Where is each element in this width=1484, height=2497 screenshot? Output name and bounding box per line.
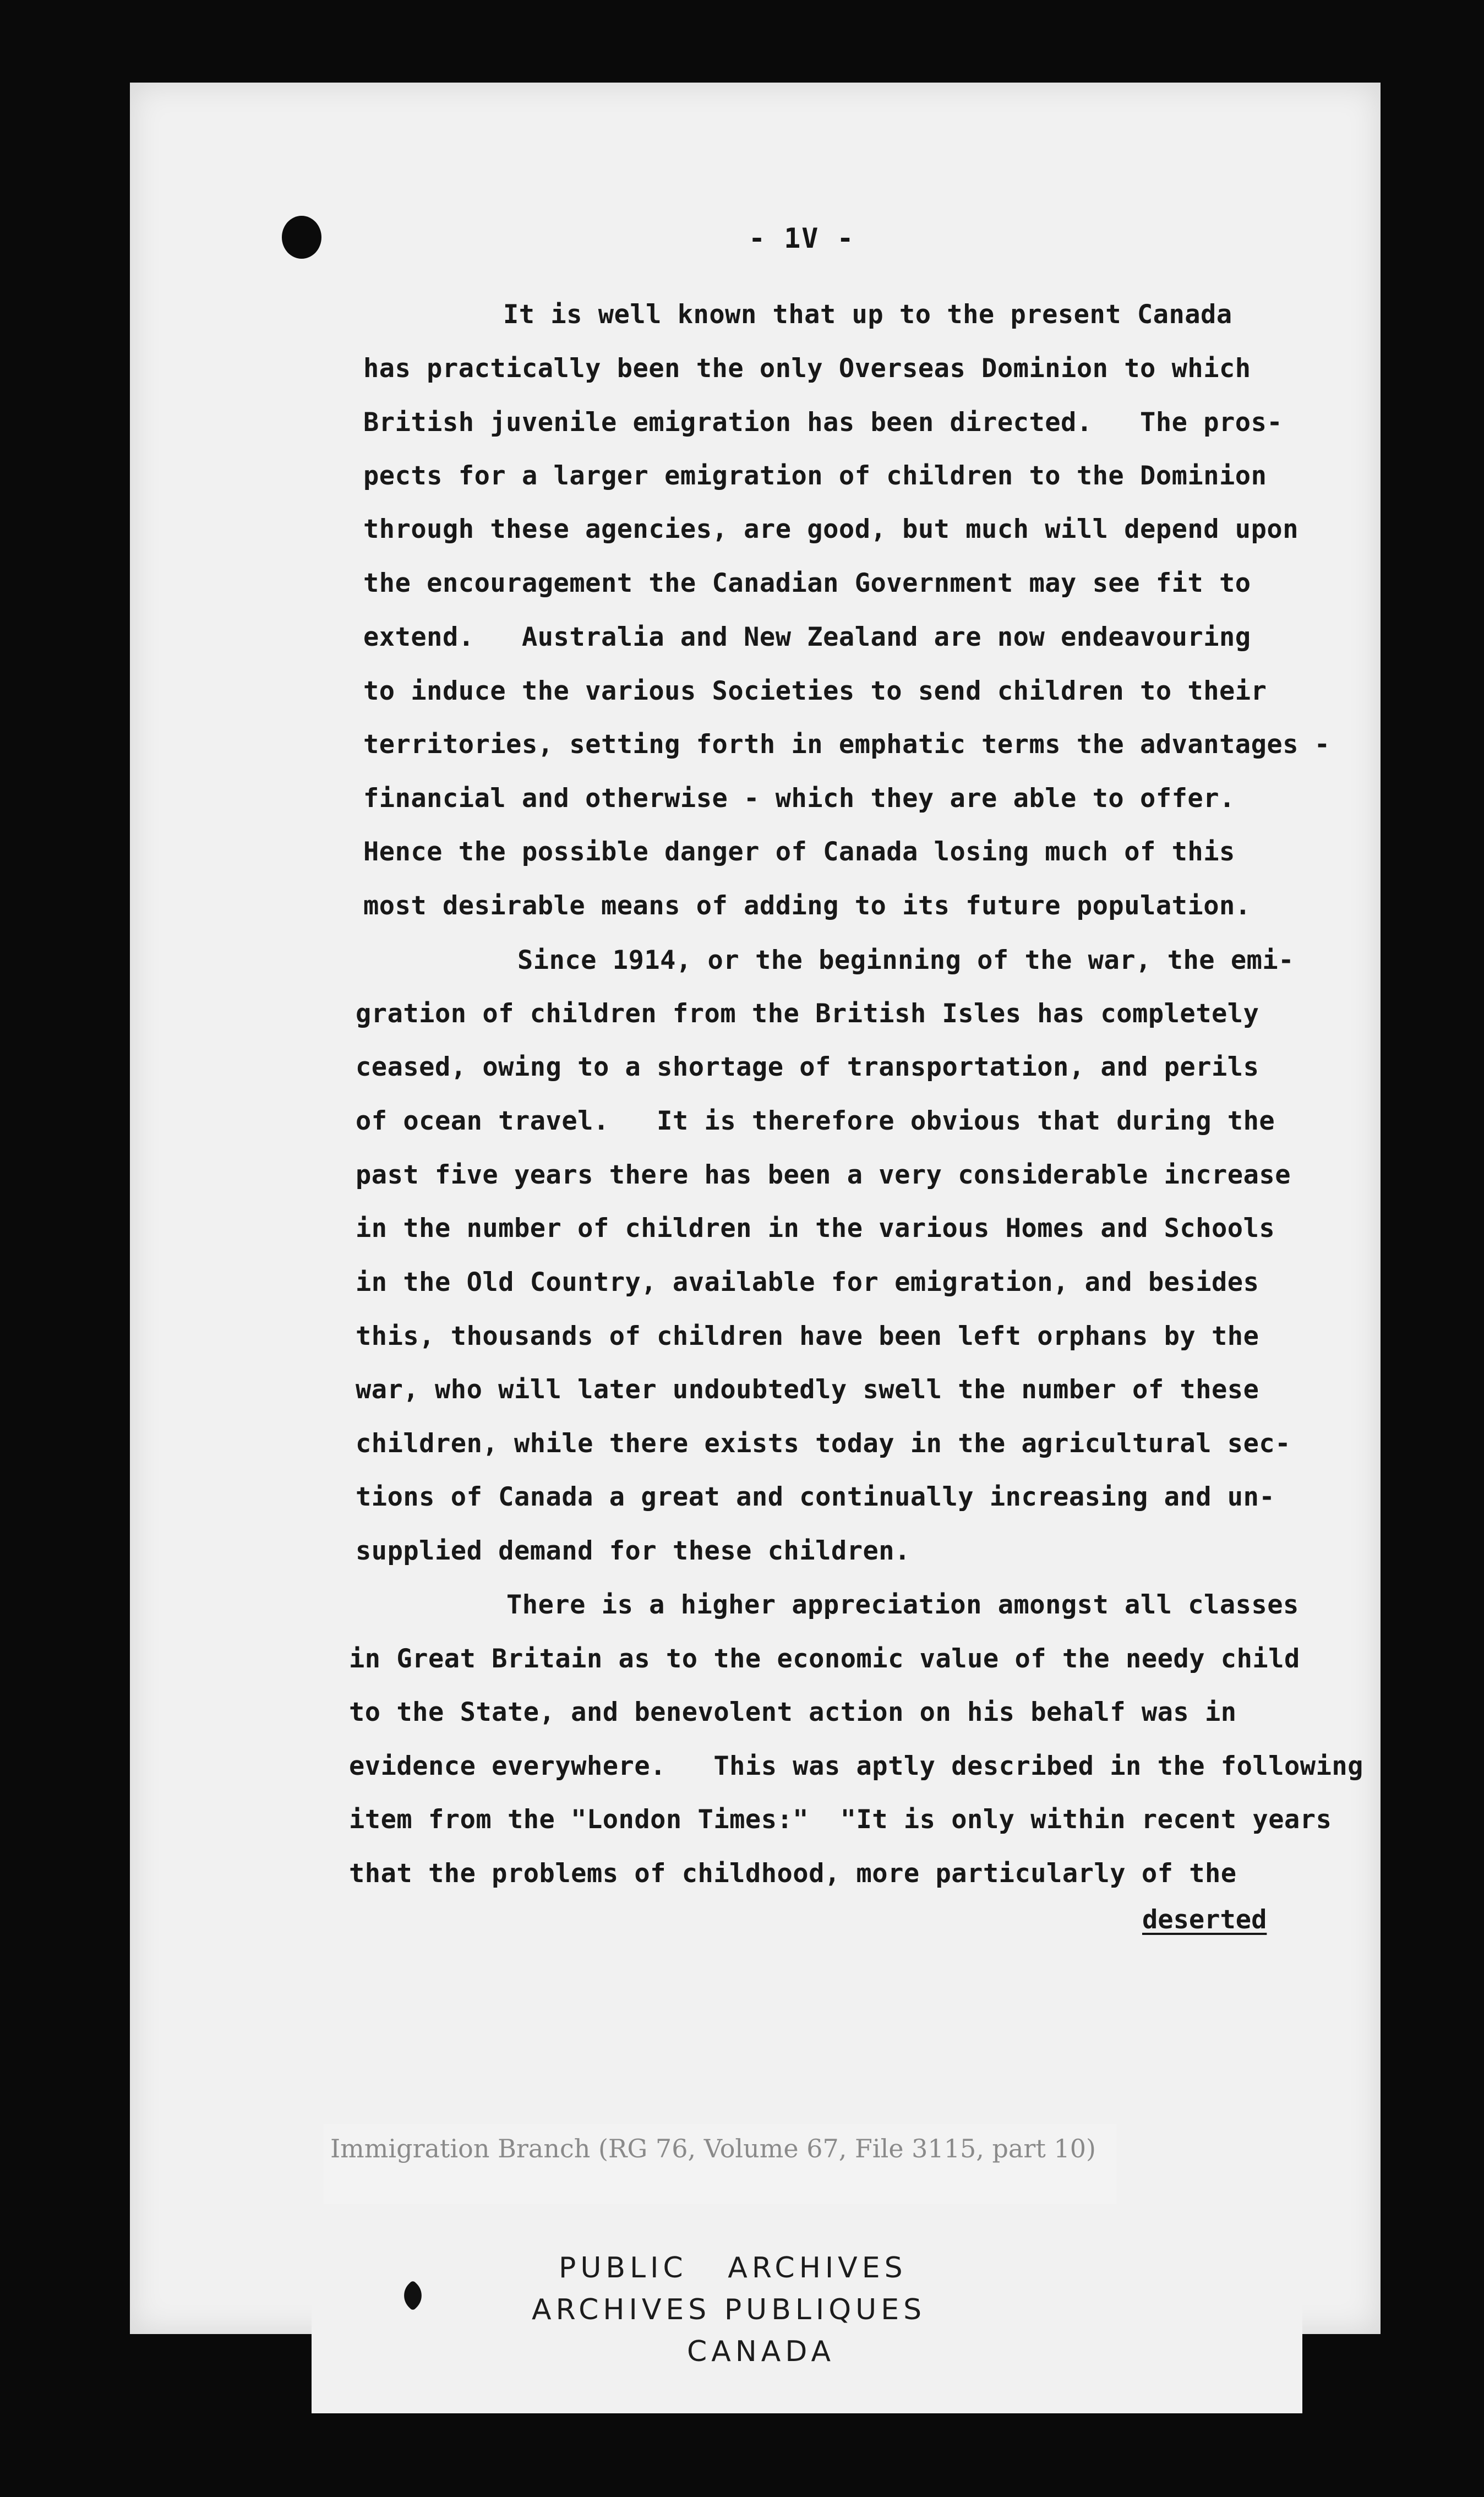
body-line: British juvenile emigration has been directed. The pros-	[363, 407, 1283, 438]
body-line: item from the "London Times:" "It is only within recent years	[349, 1804, 1332, 1835]
body-line: to induce the various Societies to send children to their	[363, 676, 1267, 706]
body-line: ceased, owing to a shortage of transportation, and perils	[356, 1052, 1259, 1082]
body-line: war, who will later undoubtedly swell the number of these	[356, 1375, 1259, 1405]
body-line: It is well known that up to the present Canada	[503, 299, 1232, 330]
body-line: past five years there has been a very considerable increase	[356, 1160, 1291, 1190]
body-line: that the problems of childhood, more particularly of the	[349, 1858, 1237, 1889]
body-line: in the Old Country, available for emigration, and besides	[356, 1267, 1259, 1297]
archives-stamp-line-2: ARCHIVES PUBLIQUES	[532, 2293, 926, 2326]
body-line: pects for a larger emigration of children to the Dominion	[363, 461, 1267, 491]
catchword: deserted	[1142, 1905, 1267, 1935]
body-line: There is a higher appreciation amongst all classes	[506, 1590, 1299, 1620]
archives-stamp-line-1: PUBLIC ARCHIVES	[559, 2251, 907, 2285]
body-line: Since 1914, or the beginning of the war, the emi-	[517, 945, 1295, 975]
page-number: - 1V -	[749, 222, 855, 254]
body-line: in Great Britain as to the economic value of the needy child	[349, 1644, 1300, 1674]
body-line: to the State, and benevolent action on his behalf was in	[349, 1697, 1237, 1727]
body-line: gration of children from the British Isles has completely	[356, 999, 1259, 1029]
body-line: Hence the possible danger of Canada losing much of this	[363, 837, 1235, 867]
body-line: in the number of children in the various Homes and Schools	[356, 1213, 1275, 1244]
body-line: this, thousands of children have been left orphans by the	[356, 1321, 1259, 1351]
body-line: tions of Canada a great and continually increasing and un-	[356, 1482, 1275, 1512]
body-line: evidence everywhere. This was aptly described in the following	[349, 1751, 1363, 1781]
body-line: extend. Australia and New Zealand are now endeavouring	[363, 622, 1251, 652]
file-reference-text: Immigration Branch (RG 76, Volume 67, File 3115, part 10)	[330, 2134, 1096, 2163]
body-line: has practically been the only Overseas Dominion to which	[363, 353, 1251, 384]
archives-stamp-line-3: CANADA	[687, 2335, 836, 2368]
punch-hole	[282, 216, 321, 259]
body-line: financial and otherwise - which they are able to offer.	[363, 783, 1235, 814]
body-line: children, while there exists today in the agricultural sec-	[356, 1429, 1291, 1459]
body-line: through these agencies, are good, but much will depend upon	[363, 514, 1298, 544]
body-line: territories, setting forth in emphatic terms the advantages -	[363, 729, 1330, 760]
body-line: supplied demand for these children.	[356, 1536, 910, 1566]
body-line: most desirable means of adding to its future population.	[363, 891, 1251, 921]
body-line: the encouragement the Canadian Government may see fit to	[363, 568, 1251, 598]
body-line: of ocean travel. It is therefore obvious that during the	[356, 1106, 1275, 1136]
